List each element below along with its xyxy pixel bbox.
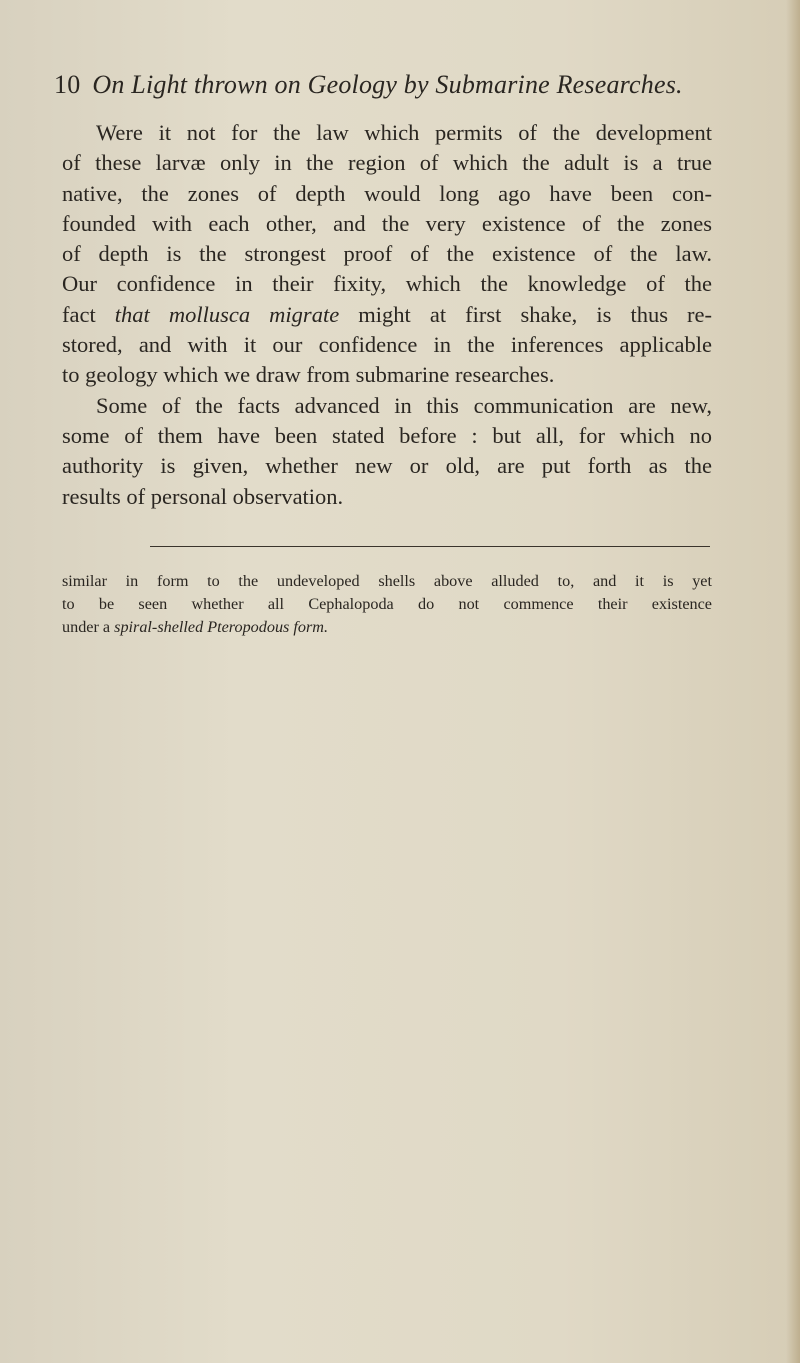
paragraph-2	[62, 391, 712, 512]
text-line: Some of the facts advanced in this communication are new,	[96, 392, 712, 418]
text-line: founded with each other, and the very existence of the zones	[62, 210, 712, 236]
footnote-line	[62, 616, 712, 639]
text-line: some of them have been stated before : but all, for which no	[62, 422, 712, 448]
text-line: to geology which we draw from submarine researches.	[62, 362, 555, 388]
text-run: under a	[62, 618, 115, 637]
text-line: of these larvæ only in the region of which the adult is a true	[62, 150, 712, 176]
body-text	[62, 118, 712, 512]
text-line: native, the zones of depth would long ago have been con-	[62, 180, 712, 206]
page-number: 10	[54, 70, 81, 99]
text-line: stored, and with it our confidence in the inferences applicable	[62, 332, 712, 358]
text-line: authority is given, whether new or old, are put forth as the	[62, 453, 712, 479]
italic-phrase: spiral-shelled Pteropodous form.	[114, 618, 329, 637]
footnote-line: similar in form to the undeveloped shells above alluded to, and it is yet	[62, 572, 712, 590]
footnote-divider	[150, 546, 710, 547]
text-line: of depth is the strongest proof of the existence of the law.	[62, 241, 712, 267]
footnote	[62, 570, 712, 640]
paragraph-1	[62, 118, 712, 391]
text-line	[62, 300, 712, 330]
text-line: results of personal observation.	[62, 483, 344, 509]
footnote-line: to be seen whether all Cephalopoda do not commence their existence	[62, 595, 712, 614]
italic-phrase: that mollusca migrate	[114, 301, 340, 327]
text-line: Were it not for the law which permits of the development	[96, 120, 712, 145]
text-line: Our confidence in their fixity, which the knowledge of the	[62, 271, 712, 297]
text-run: might at first shake, is thus re-	[339, 301, 713, 327]
text-run: fact	[62, 301, 115, 327]
running-head	[54, 70, 694, 100]
page-edge-shadow	[786, 0, 800, 1363]
running-head-title: On Light thrown on Geology by Submarine Researches.	[92, 70, 683, 99]
